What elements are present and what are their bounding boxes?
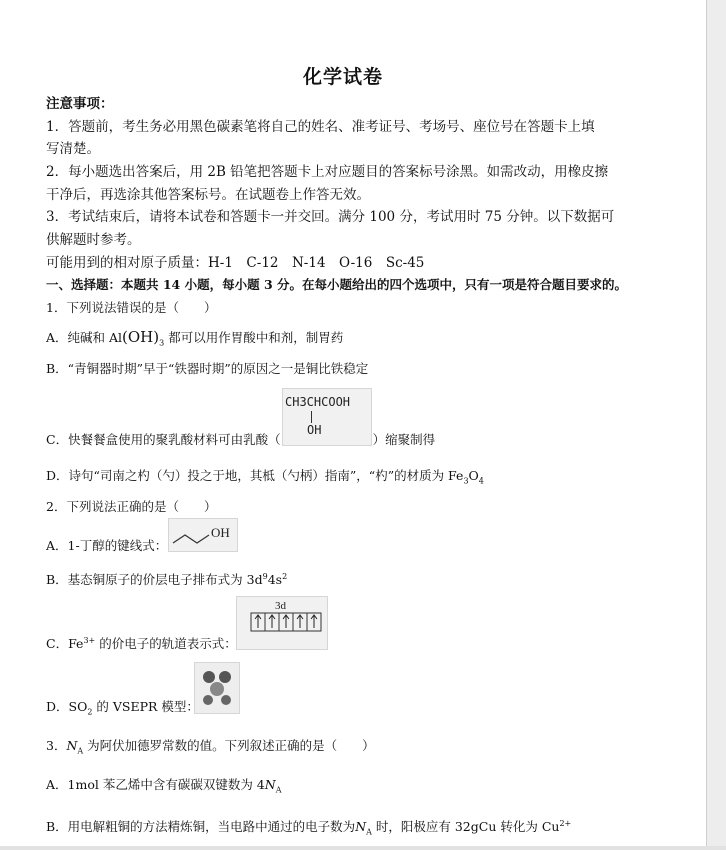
q2-option-b xyxy=(46,567,646,590)
page-title: 化学试卷 xyxy=(302,66,383,88)
q2-c-sup: 3+ xyxy=(83,636,96,645)
q3-a-prefix: A．1mol 苯乙烯中含有碳碳双键数为 4 xyxy=(46,777,265,792)
q2-b-mid: 4s xyxy=(267,572,283,588)
q1-c-prefix: C．快餐餐盒使用的聚乳酸材料可由乳酸（ xyxy=(46,432,281,447)
q1-a-sub: 3 xyxy=(159,338,165,348)
q3-num: 3． xyxy=(46,738,67,753)
q3-stem xyxy=(46,736,646,762)
q1-d-prefix: D．诗句“司南之杓（勺）投之于地，其柢（勺柄）指南”，“杓”的材质为 Fe xyxy=(46,468,464,483)
q1-c-suffix: ）缩聚制得 xyxy=(372,432,436,447)
q3-a-na: N xyxy=(264,777,276,792)
notice-line-1: 1．答题前，考生务必用黑色碳素笔将自己的姓名、准考证号、考场号、座位号在答题卡上填 xyxy=(46,119,595,135)
q1-d-sub2: 4 xyxy=(478,476,484,486)
notice-heading: 注意事项： xyxy=(46,96,114,112)
lactic-formula-oh: OH xyxy=(307,423,322,437)
atomic-mass-line: 可能用到的相对原子质量：H-1 C-12 N-14 O-16 Sc-45 xyxy=(46,255,425,271)
notice-line-5: 3．考试结束后，请将本试卷和答题卡一并交回。满分 100 分，考试用时 75 分钟。以下数据可 xyxy=(46,209,615,225)
q3-na: N xyxy=(66,738,78,753)
q3-option-a xyxy=(46,775,646,801)
q2-b-sup2: 2 xyxy=(282,572,288,581)
butanol-bond-lines xyxy=(169,519,237,551)
q2-c-suffix: 的价电子的轨道表示式： xyxy=(95,636,237,652)
section-heading: 一、选择题：本题共 14 小题，每小题 3 分。在每小题给出的四个选项中，只有一项是符合题目要求的。 xyxy=(46,277,628,292)
viewer-bottom-edge xyxy=(0,846,726,850)
butanol-oh-label: OH xyxy=(211,525,230,540)
q2-option-a: A．1-丁醇的键线式： xyxy=(46,538,168,553)
q2-stem: 2．下列说法正确的是（ ） xyxy=(46,499,217,514)
notice-line-3: 2．每小题选出答案后，用 2B 铅笔把答题卡上对应题目的答案标号涂黑。如需改动，用橡皮擦 xyxy=(46,164,609,180)
q1-a-suffix: 都可以用作胃酸中和剂，制胃药 xyxy=(164,330,344,345)
q1-option-d xyxy=(46,466,646,492)
butanol-skeletal-formula xyxy=(168,518,238,552)
q1-d-mid: O xyxy=(468,468,479,483)
q2-d-prefix: D．SO xyxy=(46,699,88,714)
q1-d-sub1: 3 xyxy=(463,476,469,486)
notice-line-4: 干净后，再选涂其他答案标号。在试题卷上作答无效。 xyxy=(46,187,370,203)
q1-option-a xyxy=(46,327,646,354)
lactic-formula-top: CH3CHCOOH xyxy=(285,395,351,409)
q3-b-suffix: 时，阳极应有 32gCu 转化为 Cu xyxy=(371,819,560,835)
q2-b-prefix: B．基态铜原子的价层电子排布式为 3d xyxy=(46,572,263,588)
orbital-3d-label: 3d xyxy=(275,600,286,612)
q2-option-c xyxy=(46,631,646,654)
q3-a-na-sub: A xyxy=(275,785,282,795)
q3-stem-rest: 为阿伏加德罗常数的值。下列叙述正确的是（ ） xyxy=(83,738,375,753)
bond-line xyxy=(311,411,312,423)
q1-stem: 1．下列说法错误的是（ ） xyxy=(46,300,217,315)
q2-option-d xyxy=(46,697,646,723)
q1-option-b: B．“青铜器时期”早于“铁器时期”的原因之一是铜比铁稳定 xyxy=(46,361,369,376)
q1-a-formula: (OH) xyxy=(122,328,160,346)
q3-b-prefix: B．用电解粗铜的方法精炼铜，当电路中通过的电子数为 xyxy=(46,819,356,835)
q3-option-b xyxy=(46,814,646,843)
notice-line-2: 写清楚。 xyxy=(46,141,100,157)
q2-b-sup1: 9 xyxy=(262,572,268,581)
q1-option-c xyxy=(46,430,646,450)
q1-a-prefix: A．纯碱和 Al xyxy=(46,330,123,345)
q2-c-prefix: C．Fe xyxy=(46,636,84,652)
viewer-side-margin xyxy=(707,0,726,850)
q3-na-sub: A xyxy=(77,746,84,756)
q2-d-sub: 2 xyxy=(87,707,93,717)
notice-line-6: 供解题时参考。 xyxy=(46,232,141,248)
q3-b-na: N xyxy=(355,819,367,835)
q3-b-sup: 2+ xyxy=(559,819,572,828)
q3-b-na-sub: A xyxy=(366,827,372,837)
q2-d-suffix: 的 VSEPR 模型： xyxy=(92,699,199,714)
